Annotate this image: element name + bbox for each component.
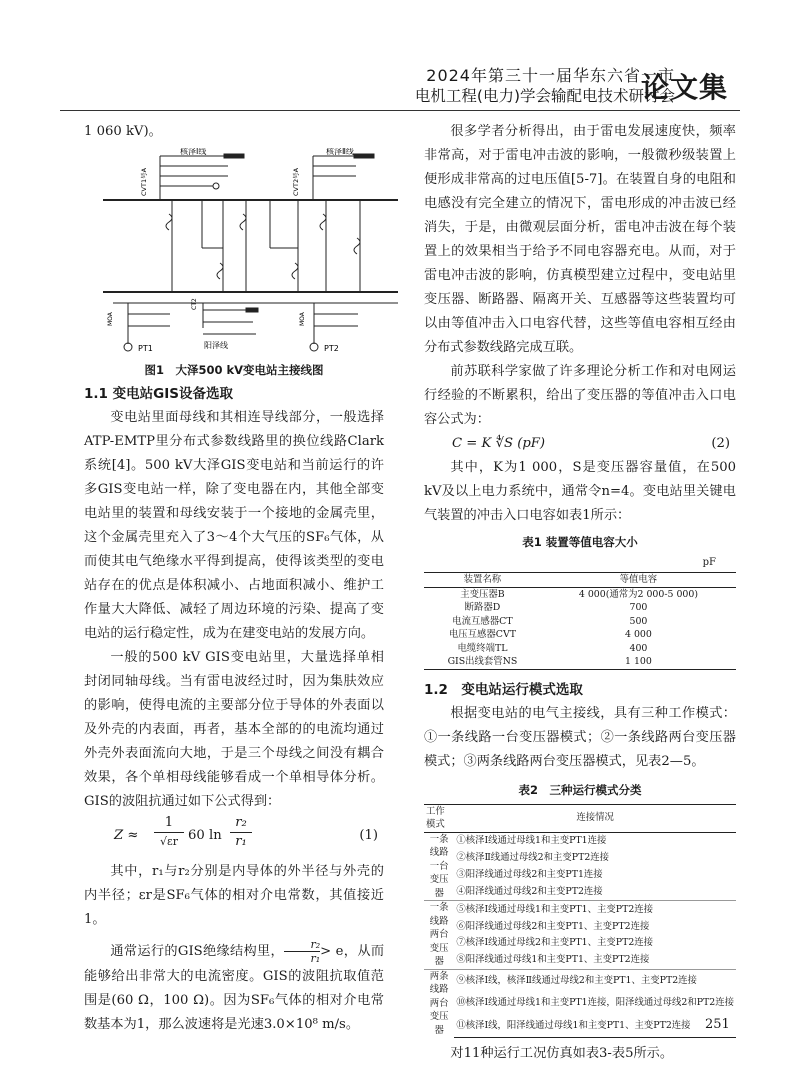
substation-wiring-diagram bbox=[98, 148, 398, 358]
header-collection-title: 论文集 bbox=[640, 71, 728, 104]
left-paragraph-3: 其中，r₁与r₂分别是内导体的外半径与外壳的内半径；εr是SF₆气体的相对介电常数，其值接近1。 bbox=[84, 864, 384, 927]
table1-cell-name: 电流互感器CT bbox=[452, 615, 513, 627]
table2-header-conn: 连接情况 bbox=[454, 804, 736, 832]
table1 bbox=[424, 572, 736, 670]
fig-label-pt2: PT2 bbox=[324, 344, 339, 353]
eq1-ratio bbox=[230, 814, 252, 851]
p4-part-b: > e，从而能够给出非常大的电流密度。GIS的波阻抗取值范围是(60 Ω，100 Ω)。因为SF₆气体的相对介电常数基本为1，那么波速将是光速3.0×10⁸ m/s。 bbox=[84, 944, 385, 1032]
table2-connection-cell: ⑧阳泽线通过母线1和主变PT1、主变PT2连接 bbox=[456, 954, 650, 966]
fig-label-line1: 核泽Ⅰ线 bbox=[180, 148, 207, 156]
page-header bbox=[0, 0, 800, 110]
table2-connection-cell: ⑩核泽Ⅰ线通过母线1和主变PT1连接，阳泽线通过母线2和PT2连接 bbox=[456, 997, 734, 1009]
table1-cell-name: 断路器D bbox=[464, 602, 501, 613]
fig-label-cvt-left: CVT1号A bbox=[140, 167, 148, 196]
eq1-tail: 60 ln bbox=[188, 828, 222, 843]
fig-label-moa-left: MOA bbox=[107, 312, 114, 326]
left-paragraph-2: 一般的500 kV GIS变电站里，大量选择单相封闭同轴母线。当有雷电波经过时，因为集肤效应的影响，使得电流的主要部分位于导体的外表面以及外壳的内表面，再者，基本全部的的电流均通过外壳外表面流向大地，于是三个母线之间没有耦合效果，各个单相母线能够看成一个单相导体分析。GIS的波阻抗通过如下公式得到： bbox=[84, 650, 384, 809]
table2-mode-cell: 一条线路两台变压器 bbox=[424, 901, 454, 970]
table1-unit: pF bbox=[702, 557, 716, 568]
table2-row bbox=[424, 883, 736, 900]
table1-cell-value: 4 000(通常为2 000-5 000) bbox=[578, 588, 698, 600]
table2-row bbox=[424, 992, 736, 1014]
right-paragraph-2: 前苏联科学家做了许多理论分析工作和对电网运行经验的不断累积，给出了变压器的等值冲击入口电容公式为： bbox=[424, 364, 736, 427]
fig-label-line2: 核泽Ⅱ线 bbox=[326, 148, 354, 156]
table1-row bbox=[424, 655, 736, 669]
left-column bbox=[84, 120, 384, 144]
table1-header-value: 等值电容 bbox=[541, 573, 736, 588]
fig-label-ct: CT2 bbox=[191, 298, 198, 310]
table1-cell-name: 电压互感器CVT bbox=[448, 629, 516, 640]
table1-row bbox=[424, 642, 736, 656]
section-1-2-heading: 1.2 变电站运行模式选取 bbox=[424, 681, 583, 698]
table1-row bbox=[424, 628, 736, 642]
right-column bbox=[424, 120, 736, 1066]
table2-row bbox=[424, 849, 736, 866]
fig-label-line3: 阳泽线 bbox=[204, 341, 228, 350]
table2-header-mode: 工作模式 bbox=[424, 804, 454, 832]
right-paragraph-5: 对11种运行工况仿真如表3-表5所示。 bbox=[450, 1045, 674, 1061]
table1-cell-value: 500 bbox=[629, 615, 648, 627]
table2-row bbox=[424, 918, 736, 935]
table1-cell-value: 400 bbox=[629, 642, 648, 654]
table2-connection-cell: ⑨核泽Ⅰ线，核泽Ⅱ线通过母线2和主变PT1、主变PT2连接 bbox=[454, 969, 736, 992]
table2-connection-cell: ④阳泽线通过母线2和主变PT2连接 bbox=[456, 885, 603, 897]
p4-frac-num: r₂ bbox=[284, 938, 320, 952]
eq2-body: C = K ∜S (pF) bbox=[452, 436, 546, 451]
table1-cell-name: 电缆终端TL bbox=[457, 642, 508, 654]
table2-connection-cell: ⑤核泽Ⅰ线通过母线1和主变PT1、主变PT2连接 bbox=[454, 901, 736, 918]
table2 bbox=[424, 804, 736, 1038]
fig-label-pt1: PT1 bbox=[138, 344, 153, 353]
eq1-den: √εr bbox=[160, 835, 178, 848]
table2-row bbox=[424, 935, 736, 952]
table2-row bbox=[424, 866, 736, 883]
table1-row bbox=[424, 587, 736, 601]
p4-frac-den: r₁ bbox=[310, 952, 321, 965]
header-line-2: 电机工程(电力)学会输配电技术研讨会 bbox=[414, 87, 675, 105]
table2-mode-cell: 一条线路一台变压器 bbox=[429, 833, 449, 899]
table2-row bbox=[424, 969, 736, 992]
eq2-number: (2) bbox=[711, 436, 730, 451]
right-paragraph-1: 很多学者分析得出，由于雷电发展速度快，频率非常高，对于雷电冲击波的影响，一般微秒级装置上便形成非常高的过电压值[5-7]。在装置自身的电阻和电感没有完全建立的情况下，雷电形成的冲击波已经消失，于是，由微观层面分析，雷电冲击波在每个装置上的效果相当于给予不同电容器充电。从而，对于雷电冲击波的影响，仿真模型建立过程中，变电站里变压器、断路器、隔离开关、互感器等这些装置均可以由等值冲击入口电容代替，这些等值电容相互经由分布式参数线路完成互联。 bbox=[424, 124, 736, 355]
table2-connection-cell: ③阳泽线通过母线2和主变PT1连接 bbox=[456, 868, 603, 880]
eq1-ratio-num: r₂ bbox=[230, 814, 252, 833]
table1-row bbox=[424, 615, 736, 629]
table1-title: 表1 装置等值电容大小 bbox=[522, 535, 638, 549]
table2-row bbox=[424, 832, 736, 849]
table1-cell-name: GIS出线套管NS bbox=[424, 655, 541, 669]
section-1-1-heading: 1.1 变电站GIS设备选取 bbox=[84, 386, 233, 402]
table2-row bbox=[424, 952, 736, 969]
eq1-lhs: Z ≈ bbox=[114, 828, 139, 843]
page-number: 251 bbox=[705, 1017, 730, 1032]
eq1-number: (1) bbox=[359, 828, 378, 843]
equation-2 bbox=[424, 432, 736, 456]
left-intro-text: 1 060 kV)。 bbox=[84, 124, 162, 139]
table2-connection-cell: ②核泽Ⅱ线通过母线2和主变PT2连接 bbox=[456, 852, 610, 864]
table2-mode-cell: 两条线路两台变压器 bbox=[424, 969, 454, 1037]
right-paragraph-4: 根据变电站的电气主接线，具有三种工作模式：①一条线路一台变压器模式；②一条线路两台变压器模式；③两条线路两台变压器模式，见表2—5。 bbox=[424, 705, 736, 769]
table1-cell-value: 700 bbox=[629, 602, 648, 613]
equation-1 bbox=[84, 814, 384, 860]
right-paragraph-3: 其中，K为1 000，S是变压器容量值，在500 kV及以上电力系统中，通常令n=4。变电站里关键电气装置的冲击入口电容如表1所示： bbox=[424, 460, 736, 523]
p4-part-a: 通常运行的GIS绝缘结构里， bbox=[110, 944, 285, 959]
header-line-1: 2024年第三十一届华东六省一市 bbox=[426, 66, 675, 85]
fig-label-moa-right: MOA bbox=[299, 312, 306, 326]
table1-header-name: 装置名称 bbox=[424, 573, 541, 588]
eq1-fraction bbox=[154, 814, 184, 851]
eq1-ratio-den: r₁ bbox=[235, 834, 247, 849]
eq1-num: 1 bbox=[154, 814, 184, 833]
left-paragraph-4 bbox=[84, 938, 384, 1037]
p4-fraction bbox=[284, 938, 320, 965]
table2-connection-cell: ⑪核泽Ⅰ线，阳泽线通过母线1和主变PT1、主变PT2连接 bbox=[454, 1014, 736, 1037]
left-column-body bbox=[84, 382, 384, 1037]
table2-title: 表2 三种运行模式分类 bbox=[518, 782, 642, 797]
table1-cell-name: 主变压器B bbox=[460, 588, 505, 600]
table2-connection-cell: ⑦核泽Ⅰ线通过母线2和主变PT1、主变PT2连接 bbox=[456, 937, 654, 949]
figure1-caption: 图1 大泽500 kV变电站主接线图 bbox=[144, 363, 324, 377]
table1-cell-value: 1 100 bbox=[541, 655, 736, 669]
table2-row bbox=[424, 1014, 736, 1037]
table2-row bbox=[424, 901, 736, 918]
table1-cell-value: 4 000 bbox=[625, 629, 652, 640]
header-rule bbox=[60, 110, 740, 111]
table1-row bbox=[424, 601, 736, 615]
left-paragraph-1: 变电站里面母线和其相连导线部分，一般选择ATP-EMTP里分布式参数线路里的换位线路Clark系统[4]。500 kV大泽GIS变电站和当前运行的许多GIS变电站一样，除了变电器在内，其他全部变电站里的装置和母线安装于一个接地的金属壳里，这个金属壳里充入了3～4个大气压的SF₆气体，从而使其电气绝缘水平得到提高，使得该类型的变电站存在的优点是体积减小、占地面积减小、维护工作量大大降低、减轻了周边环境的污染、提高了变电站的运行稳定性，成为在建变电站的发展方向。 bbox=[84, 410, 384, 641]
table2-connection-cell: ⑥阳泽线通过母线2和主变PT1、主变PT2连接 bbox=[456, 920, 650, 932]
table2-connection-cell: ①核泽Ⅰ线通过母线1和主变PT1连接 bbox=[456, 835, 607, 847]
fig-label-cvt-right: CVT2号A bbox=[292, 167, 300, 196]
